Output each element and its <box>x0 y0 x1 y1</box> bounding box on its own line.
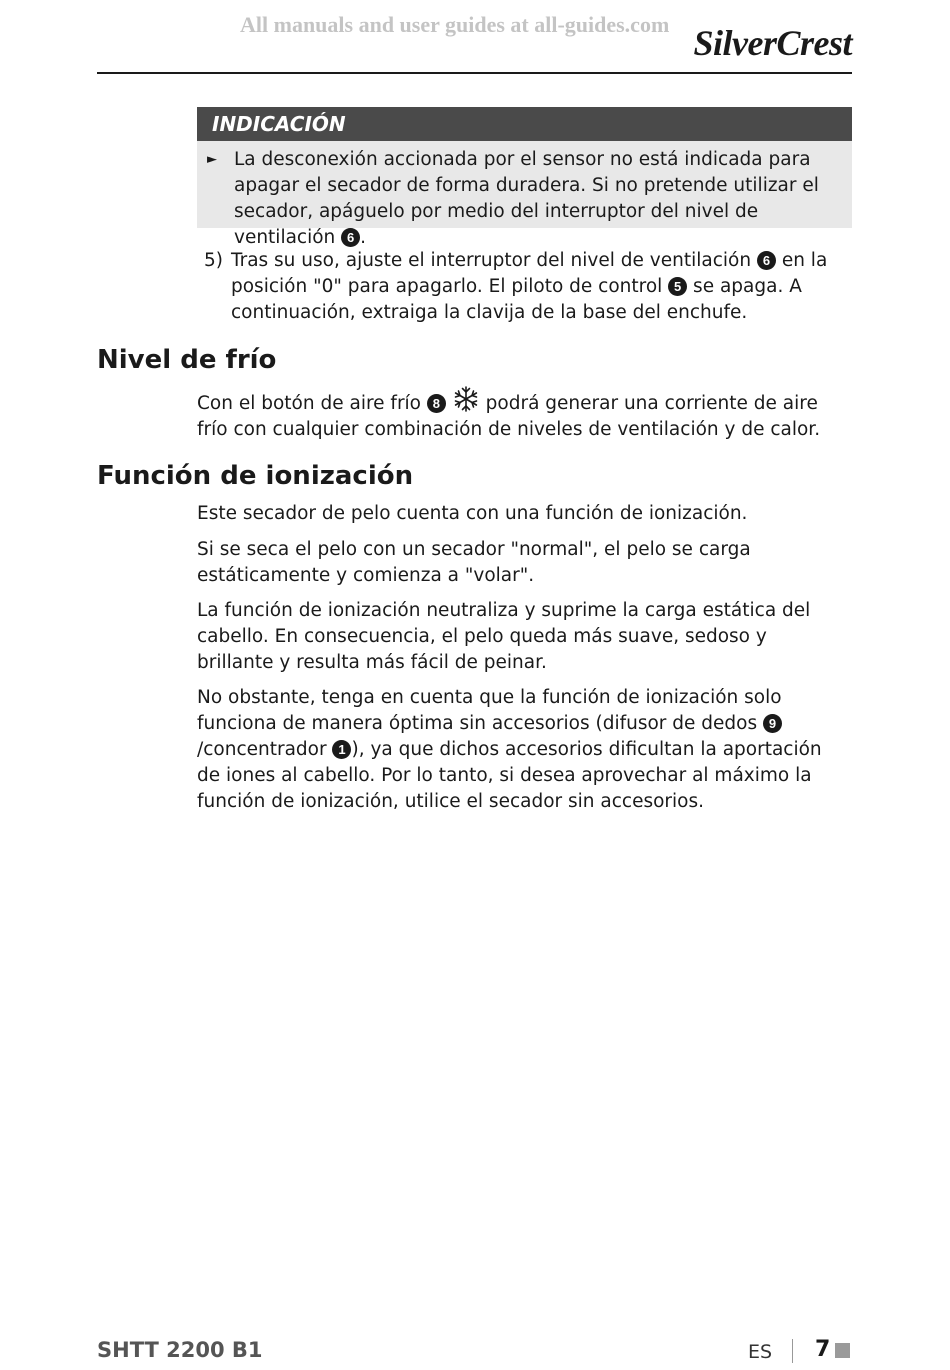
step-text <box>231 248 844 326</box>
footer-language: ES <box>748 1341 773 1363</box>
ion-text-part: /concentrador <box>197 739 333 760</box>
ion-text-part: ), ya que dichos accesorios dificultan la aportación de iones al cabello. Por lo tanto, si desea aprovechar al máximo la función de ionización, utilice el secador sin accesorios. <box>197 739 822 812</box>
page-marker-square-icon <box>835 1343 850 1358</box>
ion-paragraph-3: La función de ionización neutraliza y suprime la carga estática del cabello. En consecuencia, el pelo queda más suave, sedoso y brillante y resulta más fácil de peinar. <box>197 600 811 673</box>
page-number: 7 <box>815 1337 831 1362</box>
ion-paragraph-4 <box>197 685 842 815</box>
section-heading-cold: Nivel de frío <box>97 345 277 375</box>
note-text-end: . <box>360 227 367 248</box>
note-body <box>197 141 852 251</box>
bullet-arrow-icon: ► <box>207 152 217 167</box>
cold-paragraph <box>197 385 842 443</box>
ion-paragraph-1: Este secador de pelo cuenta con una función de ionización. <box>197 503 748 524</box>
ref-number-badge: 1 <box>332 740 351 759</box>
cold-text-part: Con el botón de aire frío <box>197 393 427 414</box>
step-text-part: se apaga. A continuación, extraiga la clavija de la base del enchufe. <box>231 276 802 323</box>
note-box <box>197 107 852 248</box>
footer-separator <box>792 1339 793 1363</box>
brand-logo: SilverCrest <box>693 23 852 63</box>
note-title: INDICACIÓN <box>197 107 852 141</box>
ref-number-badge: 9 <box>763 714 782 733</box>
step-5 <box>204 248 844 326</box>
ref-number-badge: 6 <box>757 251 776 270</box>
step-number: 5) <box>204 250 223 271</box>
ref-number-badge: 6 <box>341 228 360 247</box>
step-text-part: Tras su uso, ajuste el interruptor del nivel de ventilación <box>231 250 757 271</box>
watermark-text: All manuals and user guides at all-guides.com <box>240 12 670 37</box>
footer-model-number: SHTT 2200 B1 <box>97 1338 263 1362</box>
header-divider <box>97 72 852 74</box>
ref-number-badge: 5 <box>668 277 687 296</box>
note-text: La desconexión accionada por el sensor no está indicada para apagar el secador de forma duradera. Si no pretende utilizar el secador, apáguelo por medio del interruptor del nivel de ventilación <box>234 149 819 248</box>
step-text-part: en la posición "0" para apagarlo. El piloto de control <box>231 250 828 297</box>
ion-paragraph-2: Si se seca el pelo con un secador "normal", el pelo se carga estáticamente y comienza a "volar". <box>197 539 751 586</box>
ref-number-badge: 8 <box>427 394 446 413</box>
section-heading-ionization: Función de ionización <box>97 461 414 491</box>
ion-text-part: No obstante, tenga en cuenta que la función de ionización solo funciona de manera óptima sin accesorios (difusor de dedos <box>197 687 782 734</box>
cold-text-part: podrá generar una corriente de aire frío con cualquier combinación de niveles de ventilación y de calor. <box>197 393 821 440</box>
snowflake-icon <box>452 385 480 413</box>
